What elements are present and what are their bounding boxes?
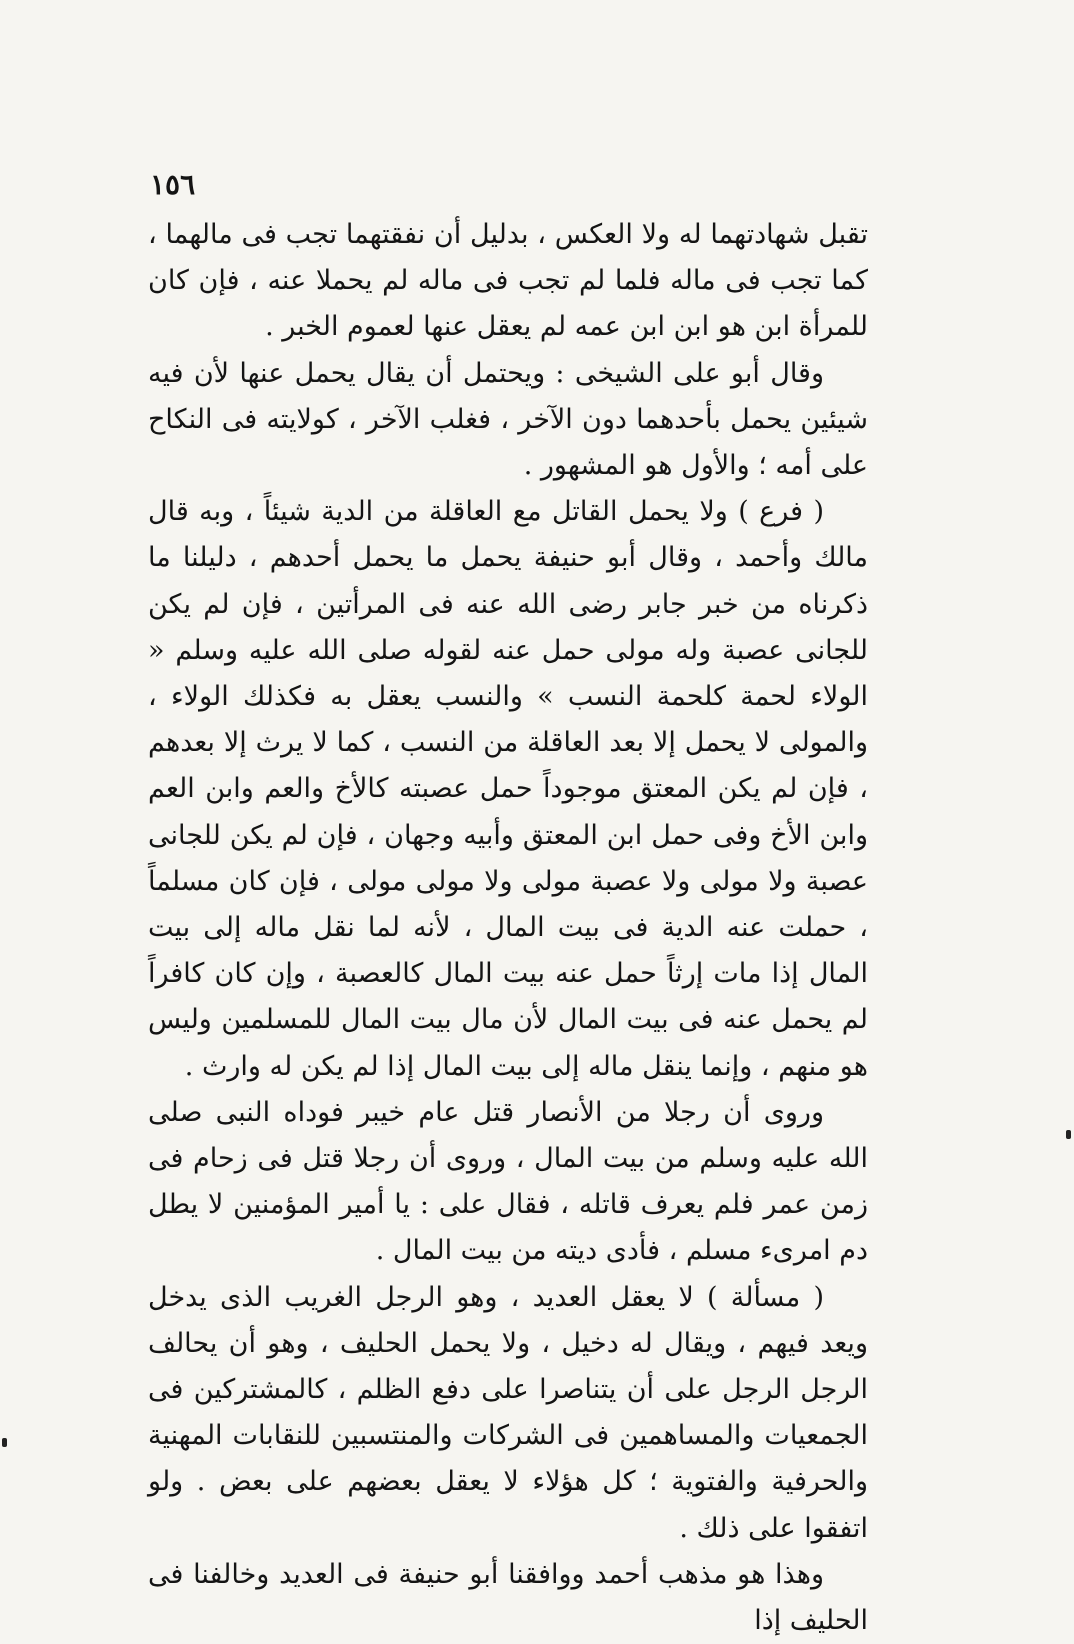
paragraph: ( فرع ) ولا يحمل القاتل مع العاقلة من الدية شيئاً ، وبه قال مالك وأحمد ، وقال أبو حنيفة يحمل ما يحمل أحدهم ، دليلنا ما ذكرناه من خبر جابر رضى الله عنه فى المرأتين ، فإن لم يكن للجانى عصبة وله مولى حمل عنه لقوله صلى الله عليه وسلم « الولاء لحمة كلحمة النسب » والنسب يعقل به فكذلك الولاء ، والمولى لا يحمل إلا بعد العاقلة من النسب ، كما لا يرث إلا بعدهم ، فإن لم يكن المعتق موجوداً حمل عصبته كالأخ والعم وابن العم وابن الأخ وفى حمل ابن المعتق وأبيه وجهان ، فإن لم يكن للجانى عصبة ولا مولى ولا عصبة مولى ولا مولى مولى ، فإن كان مسلماً ، حملت عنه الدية فى بيت المال ، لأنه لما نقل ماله إلى بيت المال إذا مات إرثاً حمل عنه بيت المال كالعصبة ، وإن كان كافراً لم يحمل عنه فى بيت المال لأن مال بيت المال للمسلمين وليس هو منهم ، وإنما ينقل ماله إلى بيت المال إذا لم يكن له وارث . (148, 496, 868, 1082)
paragraph: وروى أن رجلا من الأنصار قتل عام خيبر فوداه النبى صلى الله عليه وسلم من بيت المال ، وروى أن رجلا قتل فى زحام فى زمن عمر فلم يعرف قاتله ، فقال على : يا أمير المؤمنين لا يطل دم امرىء مسلم ، فأدى ديته من بيت المال . (148, 1096, 868, 1267)
text-body (148, 212, 868, 1644)
scan-edge-mark (1066, 1130, 1071, 1139)
paragraph: وهذا هو مذهب أحمد ووافقنا أبو حنيفة فى العديد وخالفنا فى الحليف إذا (148, 1558, 868, 1637)
paragraph: ( مسألة ) لا يعقل العديد ، وهو الرجل الغريب الذى يدخل ويعد فيهم ، ويقال له دخيل ، ولا يحمل الحليف ، وهو أن يحالف الرجل الرجل على أن يتناصرا على دفع الظلم ، كالمشتركين فى الجمعيات والمساهمين فى الشركات والمنتسبين للنقابات المهنية والحرفية والفتوية ؛ كل هؤلاء لا يعقل بعضهم على بعض . ولو اتفقوا على ذلك . (148, 1281, 868, 1544)
paragraph: وقال أبو على الشيخى : ويحتمل أن يقال يحمل عنها لأن فيه شيئين يحمل بأحدهما دون الآخر ، فغلب الآخر ، كولايته فى النكاح على أمه ؛ والأول هو المشهور . (148, 357, 868, 482)
page-number: ١٥٦ (150, 168, 196, 201)
paragraph: تقبل شهادتهما له ولا العكس ، بدليل أن نفقتهما تجب فى مالهما ، كما تجب فى ماله فلما لم تجب فى ماله لم يحملا عنه ، فإن كان للمرأة ابن هو ابن ابن عمه لم يعقل عنها لعموم الخبر . (148, 219, 868, 343)
scan-edge-mark (2, 1438, 7, 1447)
